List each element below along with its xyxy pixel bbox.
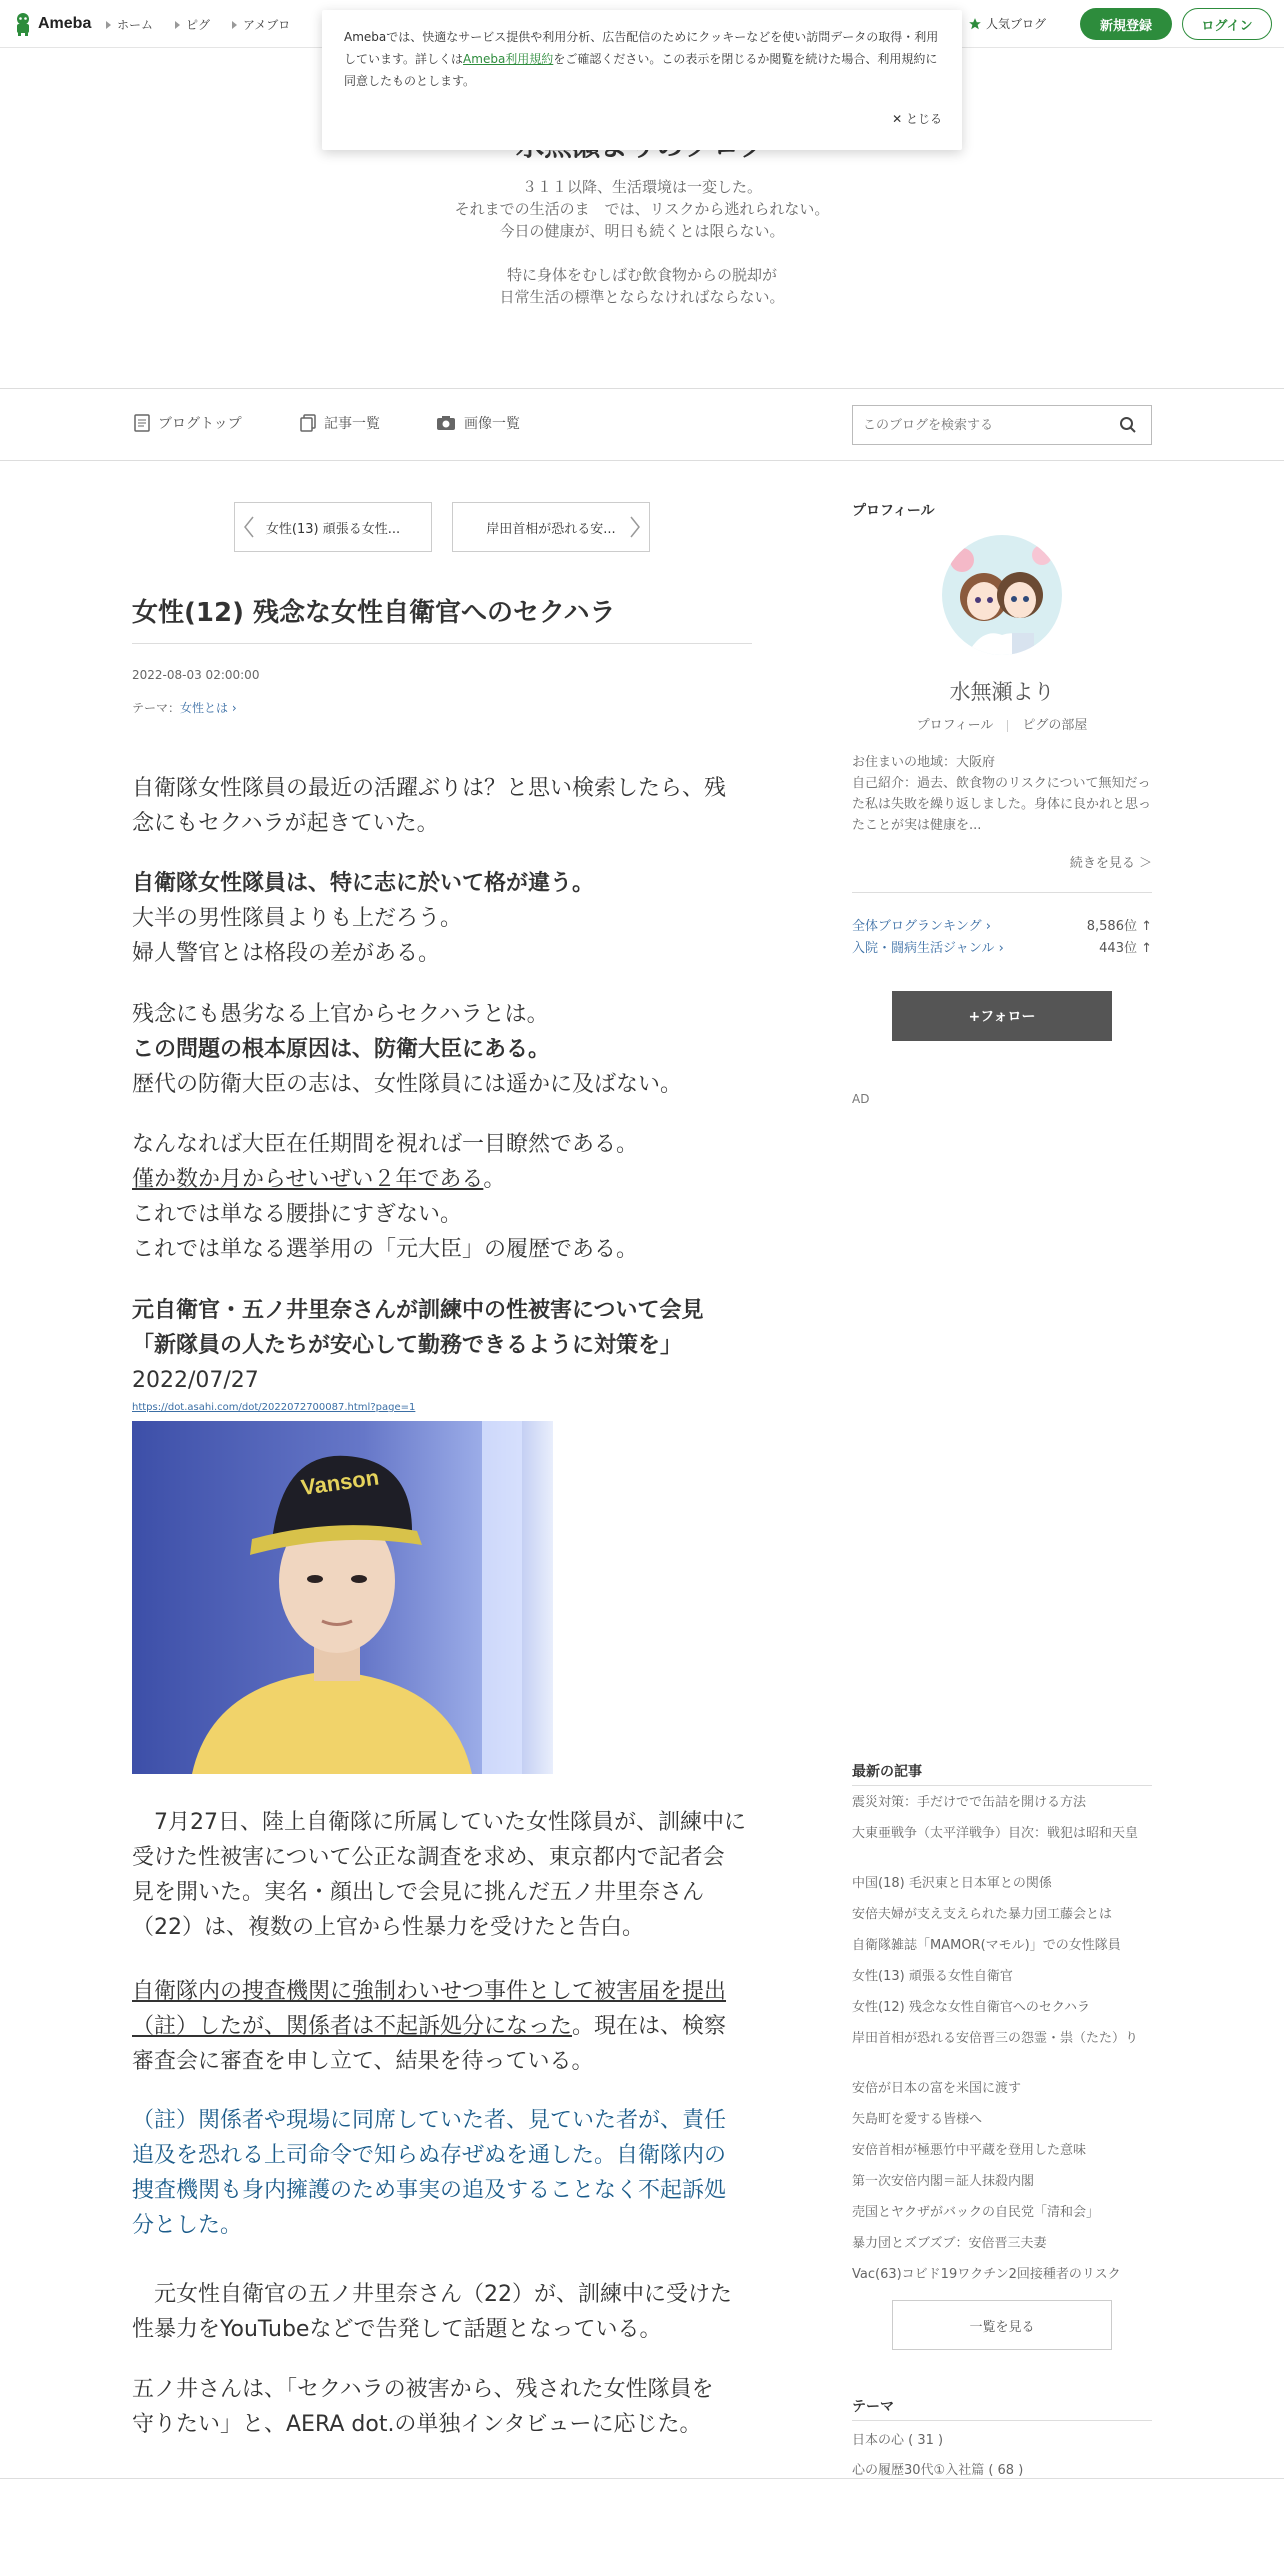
chevron-right-icon: › bbox=[985, 919, 991, 934]
search-icon[interactable] bbox=[1119, 416, 1137, 434]
chevron-left-icon bbox=[243, 516, 255, 538]
ad-label: AD bbox=[852, 1092, 870, 1106]
text-line: 追及を恐れる上司命令で知らぬ存ぜぬを通した。自衛隊内の bbox=[132, 2143, 727, 2168]
text-line: 7月27日、陸上自衛隊に所属していた女性隊員が、訓練中に bbox=[132, 1810, 746, 1835]
recent-article-link[interactable]: 安倍が日本の富を米国に渡す bbox=[852, 2081, 1022, 2096]
ranking-label-text: 全体ブログランキング bbox=[852, 919, 982, 934]
paragraph bbox=[132, 1974, 762, 2079]
camera-icon bbox=[436, 415, 456, 431]
subnav-article-list-label: 記事一覧 bbox=[324, 416, 380, 432]
chevron-right-icon bbox=[629, 516, 641, 538]
text-line: これでは単なる選挙用の「元大臣」の履歴である。 bbox=[132, 1237, 639, 1262]
blog-description-line bbox=[0, 242, 1284, 264]
subnav-blog-top-label: ブログトップ bbox=[158, 416, 242, 432]
popular-blog-link[interactable] bbox=[968, 15, 1046, 32]
news-heading bbox=[132, 1293, 762, 1398]
text-line: 婦人警官とは格段の差がある。 bbox=[132, 941, 441, 966]
text-line: なんなれば大臣在任期間を視れば一目瞭然である。 bbox=[132, 1132, 639, 1157]
text-line: 性暴力をYouTubeなどで告発して話題となっている。 bbox=[132, 2317, 662, 2342]
chevron-right-icon: › bbox=[231, 701, 237, 715]
ameba-mascot-icon bbox=[12, 12, 34, 36]
search-input[interactable] bbox=[853, 406, 1103, 444]
overall-ranking[interactable] bbox=[852, 915, 1152, 934]
view-list-button[interactable]: 一覧を見る bbox=[892, 2300, 1112, 2350]
news-title-line: 「新隊員の人たちが安心して勤務できるように対策を」 bbox=[132, 1333, 683, 1358]
underlined-text: 自衛隊内の捜査機関に強制わいせつ事件として被害届を提出 bbox=[132, 1979, 727, 2004]
profile-area: お住まいの地域：大阪府 bbox=[852, 755, 996, 770]
theme-link[interactable]: 心の履歴30代①入社篇 ( 68 ) bbox=[852, 2463, 1024, 2478]
subnav-image-list-label: 画像一覧 bbox=[464, 416, 520, 432]
recent-article-link[interactable]: 安倍首相が極悪竹中平蔵を登用した意味 bbox=[852, 2143, 1087, 2158]
blog-description-line: それまでの生活のま では、リスクから逃れられない。 bbox=[454, 200, 830, 218]
recent-article-link[interactable]: 女性(12) 残念な女性自衛官へのセクハラ bbox=[852, 2000, 1091, 2015]
recent-articles-heading: 最新の記事 bbox=[852, 1764, 922, 1780]
overall-ranking-label bbox=[852, 915, 991, 934]
genre-ranking[interactable] bbox=[852, 937, 1152, 956]
text-line: 守りたい」と、AERA dot.の単独インタビューに応じた。 bbox=[132, 2412, 702, 2437]
recent-article-link[interactable]: 矢島町を愛する皆様へ bbox=[852, 2112, 983, 2127]
divider bbox=[852, 1785, 1152, 1786]
blog-search bbox=[852, 405, 1152, 445]
news-source-link[interactable]: https://dot.asahi.com/dot/2022072700087.html?page=1 bbox=[132, 1402, 416, 1413]
article-date: 2022-08-03 02:00:00 bbox=[132, 668, 260, 682]
text-line: 分とした。 bbox=[132, 2213, 243, 2238]
text-line: 五ノ井さんは、「セクハラの被害から、残された女性隊員を bbox=[132, 2377, 714, 2402]
recent-article-link[interactable]: 第一次安倍内閣＝証人抹殺内閣 bbox=[852, 2174, 1035, 2189]
text-line: （22）は、複数の上官から性暴力を受けたと告白。 bbox=[132, 1915, 644, 1940]
subnav-article-list[interactable] bbox=[300, 413, 380, 433]
paragraph bbox=[132, 997, 762, 1102]
prev-article-button[interactable] bbox=[234, 502, 432, 552]
triangle-icon bbox=[106, 21, 111, 29]
divider bbox=[1007, 720, 1008, 732]
next-article-button[interactable] bbox=[452, 502, 650, 552]
cap-logo-text: Vanson bbox=[299, 1464, 381, 1501]
theme-link[interactable]: 日本の心 ( 31 ) bbox=[852, 2433, 944, 2448]
text-line-bold: この問題の根本原因は、防衛大臣にある。 bbox=[132, 1037, 551, 1062]
subnav-image-list[interactable] bbox=[436, 413, 520, 433]
triangle-icon bbox=[175, 21, 180, 29]
profile-link[interactable]: プロフィール bbox=[916, 718, 994, 733]
article-theme bbox=[132, 699, 237, 716]
recent-article-link[interactable]: 暴力団とズブズブ：安倍晋三夫妻 bbox=[852, 2236, 1047, 2251]
divider bbox=[0, 2478, 1284, 2479]
note-paragraph bbox=[132, 2103, 762, 2243]
news-date: 2022/07/27 bbox=[132, 1368, 259, 1393]
blog-description-line: 今日の健康が、明日も続くとは限らない。 bbox=[499, 222, 785, 240]
cookie-close-button[interactable]: ✕ とじる bbox=[892, 112, 942, 126]
profile-intro bbox=[852, 752, 1152, 836]
nav-pig-label: ピグ bbox=[186, 18, 211, 32]
text-line: 見を開いた。実名・顔出しで会見に挑んだ五ノ井里奈さん bbox=[132, 1880, 705, 1905]
document-icon bbox=[134, 414, 150, 432]
recent-article-link[interactable]: 岸田首相が恐れる安倍晋三の怨霊・祟（たた）り bbox=[852, 2031, 1139, 2046]
theme-heading: テーマ bbox=[852, 2399, 894, 2415]
top-nav bbox=[106, 16, 290, 33]
blog-description-line: ３１１以降、生活環境は一変した。 bbox=[521, 178, 762, 196]
nav-ameblo[interactable] bbox=[232, 16, 290, 33]
text-line: 大半の男性隊員よりも上だろう。 bbox=[132, 906, 463, 931]
portrait-image bbox=[132, 1421, 553, 1774]
recent-article-link[interactable]: 売国とヤクザがバックの自民党「清和会」 bbox=[852, 2205, 1100, 2220]
ranking-label-text: 入院・闘病生活ジャンル bbox=[852, 941, 995, 956]
paragraph bbox=[132, 771, 762, 841]
recent-article-link[interactable]: 大東亜戦争（太平洋戦争）目次：戦犯は昭和天皇 bbox=[852, 1826, 1139, 1841]
text-line: 残念にも愚劣なる上官からセクハラとは。 bbox=[132, 1002, 549, 1027]
article-title[interactable]: 女性(12) 残念な女性自衛官へのセクハラ bbox=[132, 598, 616, 628]
profile-intro-text: 自己紹介：過去、飲食物のリスクについて無知だった私は失敗を繰り返しました。身体に良かれと思ったことが実は健康を... bbox=[852, 776, 1152, 833]
blog-description-line: 特に身体をむしばむ飲食物からの脱却が bbox=[506, 266, 777, 284]
divider bbox=[852, 2420, 1152, 2421]
blog-description-line: 日常生活の標準とならなければならない。 bbox=[499, 288, 785, 306]
follow-button[interactable]: +フォロー bbox=[892, 991, 1112, 1041]
avatar-image bbox=[942, 535, 1062, 655]
popular-blog-label: 人気ブログ bbox=[986, 17, 1047, 31]
logo-text: Ameba bbox=[38, 15, 92, 32]
subnav-blog-top[interactable] bbox=[134, 413, 242, 433]
recent-article-link[interactable]: 女性(13) 頑張る女性自衛官 bbox=[852, 1969, 1013, 1984]
overall-ranking-value: 8,586位 ↑ bbox=[1086, 919, 1152, 934]
recent-article-link[interactable]: 自衛隊雑誌「MAMOR(マモル)」での女性隊員 bbox=[852, 1938, 1121, 1953]
profile-heading: プロフィール bbox=[852, 503, 935, 519]
divider bbox=[0, 460, 1284, 461]
text-line: 受けた性被害について公正な調査を求め、東京都内で記者会 bbox=[132, 1845, 725, 1870]
text-line: 捜査機関も身内擁護のため事実の追及することなく不起訴処 bbox=[132, 2178, 727, 2203]
text-fragment: 。 bbox=[483, 1167, 506, 1192]
paragraph bbox=[132, 1127, 762, 1267]
terms-link[interactable]: Ameba利用規約 bbox=[463, 52, 554, 66]
underlined-text: （註）したが、関係者は不起訴処分になった bbox=[132, 2014, 573, 2039]
ameba-logo[interactable] bbox=[12, 12, 91, 36]
cookie-text: Amebaでは、快適なサービス提供や利用分析、広告配信のためにクッキーなどを使い訪問データの取得・利用しています。詳しくは bbox=[344, 30, 939, 66]
text-line: 歴代の防衛大臣の志は、女性隊員には遥かに及ばない。 bbox=[132, 1072, 683, 1097]
text-line: 念にもセクハラが起きていた。 bbox=[132, 811, 439, 836]
cookie-close-label: とじる bbox=[905, 112, 942, 126]
recent-article-link[interactable]: Vac(63)コビド19ワクチン2回接種者のリスク bbox=[852, 2267, 1121, 2282]
recent-article-link[interactable]: 中国(18) 毛沢東と日本軍との関係 bbox=[852, 1876, 1052, 1891]
nav-home-label: ホーム bbox=[117, 18, 154, 32]
profile-links bbox=[852, 714, 1152, 733]
text-line: 審査会に審査を申し立て、結果を待っている。 bbox=[132, 2049, 594, 2074]
divider bbox=[852, 892, 1152, 893]
text-line bbox=[132, 2009, 762, 2044]
text-fragment: 。現在は、検察 bbox=[572, 2014, 727, 2039]
divider bbox=[132, 643, 752, 644]
signup-button[interactable]: 新規登録 bbox=[1080, 8, 1172, 40]
profile-name[interactable]: 水無瀬より bbox=[949, 680, 1055, 704]
paragraph bbox=[132, 866, 762, 971]
read-more-link[interactable]: 続きを見る ＞ bbox=[1069, 856, 1152, 871]
login-button[interactable]: ログイン bbox=[1182, 8, 1272, 40]
nav-ameblo-label: アメブロ bbox=[243, 18, 291, 32]
underlined-text: 僅か数か月からせいぜい２年である bbox=[132, 1167, 484, 1192]
text-line: 元女性自衛官の五ノ井里奈さん（22）が、訓練中に受けた bbox=[132, 2282, 732, 2307]
text-line: 自衛隊女性隊員の最近の活躍ぶりは？と思い検索したら、残 bbox=[132, 776, 727, 801]
copy-icon bbox=[300, 414, 316, 432]
triangle-icon bbox=[232, 21, 237, 29]
text-line bbox=[132, 1162, 762, 1197]
prev-article-label: 女性(13) 頑張る女性... bbox=[265, 521, 401, 537]
text-line-bold: 自衛隊女性隊員は、特に志に於いて格が違う。 bbox=[132, 871, 595, 896]
pig-room-link[interactable]: ピグの部屋 bbox=[1022, 718, 1088, 733]
next-article-label: 岸田首相が恐れる安... bbox=[486, 521, 616, 537]
text-line: これでは単なる腰掛にすぎない。 bbox=[132, 1202, 463, 1227]
nav-pig[interactable] bbox=[175, 16, 210, 33]
paragraph bbox=[132, 2277, 762, 2347]
text-line: （註）関係者や現場に同席していた者、見ていた者が、責任 bbox=[132, 2108, 727, 2133]
cookie-text-2: をご確認ください。この表示を閉じるか閲覧を続けた場合、利用規約に同意したものとします。 bbox=[344, 52, 938, 88]
genre-ranking-value: 443位 ↑ bbox=[1099, 941, 1152, 956]
blog-description bbox=[0, 176, 1284, 308]
nav-home[interactable] bbox=[106, 16, 153, 33]
cookie-notice bbox=[322, 10, 962, 150]
theme-link[interactable]: 女性とは bbox=[180, 701, 229, 715]
news-title-line: 元自衛官・五ノ井里奈さんが訓練中の性被害について会見 bbox=[132, 1298, 704, 1323]
theme-label: テーマ： bbox=[132, 701, 181, 715]
genre-ranking-label bbox=[852, 937, 1004, 956]
paragraph bbox=[132, 1805, 762, 1945]
paragraph bbox=[132, 2372, 762, 2442]
avatar[interactable] bbox=[942, 535, 1062, 655]
recent-article-link[interactable]: 安倍夫婦が支え支えられた暴力団工藤会とは bbox=[852, 1907, 1113, 1922]
article-photo[interactable] bbox=[132, 1421, 553, 1774]
chevron-right-icon: › bbox=[998, 941, 1004, 956]
star-icon bbox=[968, 17, 982, 31]
recent-article-link[interactable]: 震災対策：手だけでで缶詰を開ける方法 bbox=[852, 1795, 1087, 1810]
